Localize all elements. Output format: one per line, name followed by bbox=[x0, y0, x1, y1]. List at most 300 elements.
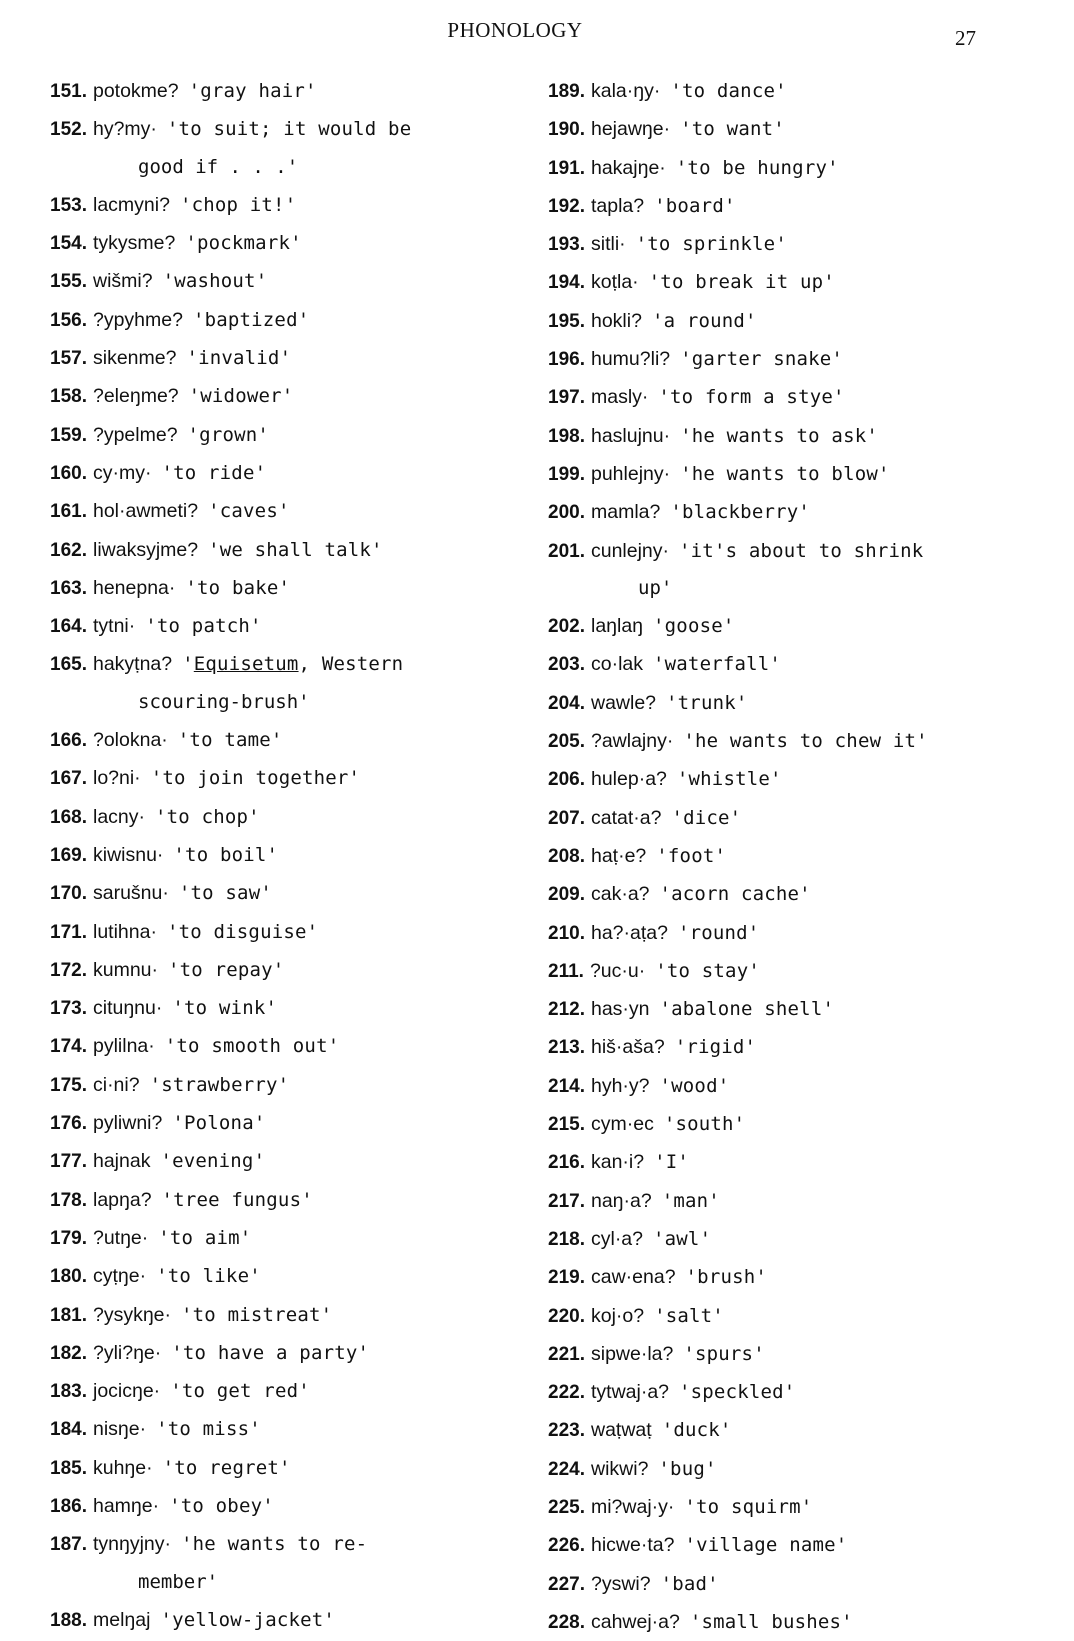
word-entry bbox=[50, 1372, 520, 1410]
gloss-continuation: good if . . .' bbox=[138, 155, 299, 178]
gloss-rest: , Western bbox=[298, 653, 404, 676]
entry-number: 222. bbox=[548, 1382, 585, 1404]
word-entry bbox=[50, 1334, 520, 1372]
entry-form: mi?waj·y· bbox=[590, 1495, 675, 1518]
entry-number: 210. bbox=[548, 922, 585, 944]
entry-number: 160. bbox=[50, 462, 87, 484]
entry-gloss: 'to wink' bbox=[172, 997, 278, 1020]
entry-number: 185. bbox=[50, 1457, 87, 1479]
word-entry bbox=[548, 1028, 1028, 1066]
entry-number: 161. bbox=[50, 501, 87, 523]
entry-form: hol·awmeti? bbox=[92, 500, 199, 523]
word-entry bbox=[548, 1565, 1028, 1603]
word-entry bbox=[548, 417, 1028, 455]
word-entry bbox=[548, 952, 1028, 990]
entry-number: 204. bbox=[548, 692, 585, 714]
entry-gloss: 'washout' bbox=[162, 270, 268, 293]
entry-gloss: 'to miss' bbox=[156, 1418, 261, 1441]
entry-number: 228. bbox=[548, 1611, 585, 1633]
entry-number: 167. bbox=[50, 768, 87, 790]
word-entry bbox=[548, 340, 1028, 378]
entry-number: 214. bbox=[548, 1075, 585, 1097]
entry-form: cahwej·a? bbox=[590, 1610, 680, 1633]
entry-number: 191. bbox=[548, 157, 585, 179]
entry-gloss: 'he wants to ask' bbox=[680, 424, 878, 447]
entry-gloss: 'to have a party' bbox=[171, 1341, 370, 1364]
entry-form: cak·a? bbox=[590, 883, 650, 906]
entry-number: 190. bbox=[548, 119, 585, 141]
entry-gloss: 'to aim' bbox=[158, 1226, 252, 1249]
entry-number: 196. bbox=[548, 349, 585, 371]
entry-form: sarušnu· bbox=[92, 882, 169, 905]
entry-gloss: 'widower' bbox=[188, 385, 294, 408]
entry-gloss: 'spurs' bbox=[683, 1342, 765, 1365]
page-number: 27 bbox=[955, 26, 976, 50]
entry-form: nisŋe· bbox=[92, 1418, 147, 1441]
entry-form: cyl·a? bbox=[590, 1227, 644, 1250]
entry-form: jocicŋe· bbox=[92, 1380, 161, 1403]
entry-number: 223. bbox=[548, 1420, 585, 1442]
word-entry bbox=[50, 377, 520, 415]
entry-form: koṭla· bbox=[590, 271, 639, 294]
entry-form: tynŋyjny· bbox=[92, 1533, 172, 1556]
entry-number: 227. bbox=[548, 1573, 585, 1595]
word-entry bbox=[548, 110, 1028, 148]
entry-form: lo?ni· bbox=[92, 767, 141, 790]
word-entry bbox=[50, 531, 520, 569]
entry-number: 219. bbox=[548, 1267, 585, 1289]
entry-form: ?yswi? bbox=[590, 1572, 651, 1595]
entry-number: 206. bbox=[548, 769, 585, 791]
word-entry bbox=[50, 1219, 520, 1257]
entry-number: 182. bbox=[50, 1342, 87, 1364]
entry-number: 158. bbox=[50, 386, 87, 408]
word-entry bbox=[548, 302, 1028, 340]
word-entry bbox=[50, 301, 520, 339]
entry-form: tytni· bbox=[92, 615, 136, 638]
entry-form: henepna· bbox=[92, 576, 176, 599]
word-entry bbox=[548, 1220, 1028, 1258]
entry-gloss: 'to repay' bbox=[168, 958, 285, 981]
word-entry bbox=[548, 1526, 1028, 1564]
entry-gloss: 'invalid' bbox=[186, 347, 292, 370]
word-entry bbox=[50, 951, 520, 989]
word-entry bbox=[50, 454, 520, 492]
entry-number: 189. bbox=[548, 81, 585, 102]
entry-gloss: 'board' bbox=[654, 194, 736, 217]
word-entry bbox=[548, 225, 1028, 263]
entry-form: caw·ena? bbox=[590, 1266, 676, 1289]
entry-form: potokme? bbox=[92, 80, 179, 102]
entry-gloss: 'to get red' bbox=[170, 1380, 310, 1403]
entry-form: has·yn bbox=[590, 998, 650, 1021]
entry-gloss: 'speckled' bbox=[679, 1381, 796, 1404]
entry-form: kiwisnu· bbox=[92, 843, 164, 866]
entry-number: 203. bbox=[548, 654, 585, 676]
entry-number: 179. bbox=[50, 1227, 87, 1249]
entry-number: 201. bbox=[548, 540, 585, 562]
gloss-quote: ' bbox=[182, 653, 194, 676]
entry-number: 180. bbox=[50, 1266, 87, 1288]
entry-gloss: 'abalone shell' bbox=[659, 998, 835, 1021]
entry-gloss: 'to regret' bbox=[162, 1456, 291, 1479]
right-column bbox=[548, 72, 1028, 1641]
entry-form: puhlejny· bbox=[590, 462, 671, 485]
word-entry bbox=[548, 1258, 1028, 1296]
entry-number: 202. bbox=[548, 616, 585, 638]
word-entry bbox=[50, 262, 520, 300]
entry-number: 187. bbox=[50, 1534, 87, 1556]
entry-gloss: 'trunk' bbox=[666, 691, 748, 714]
entry-form: tykysme? bbox=[92, 232, 176, 255]
entry-gloss: 'to be hungry' bbox=[675, 156, 839, 179]
entry-gloss: 'chop it!' bbox=[179, 193, 297, 216]
entry-number: 198. bbox=[548, 425, 585, 447]
entry-form: ?yli?ŋe· bbox=[92, 1341, 162, 1364]
word-entry bbox=[50, 186, 520, 224]
word-entry bbox=[50, 607, 520, 645]
entry-gloss: 'dice' bbox=[671, 806, 742, 829]
entry-form: sitli· bbox=[590, 233, 626, 256]
entry-number: 193. bbox=[548, 234, 585, 256]
entry-number: 172. bbox=[50, 959, 87, 981]
entry-form: sipwe·la? bbox=[590, 1342, 674, 1365]
entry-form: ci·ni? bbox=[92, 1073, 140, 1096]
word-entry bbox=[548, 1143, 1028, 1181]
entry-form: liwaksyjme? bbox=[92, 538, 199, 561]
word-entry bbox=[50, 339, 520, 377]
entry-number: 177. bbox=[50, 1151, 87, 1173]
entry-form: wikwi? bbox=[590, 1457, 649, 1480]
gloss-continuation: member' bbox=[138, 1570, 219, 1593]
entry-gloss: 'rigid' bbox=[674, 1036, 757, 1059]
gloss-continuation: scouring-brush' bbox=[138, 690, 310, 713]
entry-form: lacny· bbox=[92, 805, 146, 828]
entry-form: pylilna· bbox=[92, 1035, 155, 1058]
entry-gloss: 'bug' bbox=[658, 1457, 717, 1480]
entry-gloss: 'round' bbox=[677, 921, 760, 944]
entry-form: lacmyni? bbox=[92, 193, 170, 216]
entry-number: 197. bbox=[548, 387, 585, 409]
page-header bbox=[0, 18, 1074, 48]
entry-number: 192. bbox=[548, 195, 585, 217]
entry-form: cy·my· bbox=[92, 461, 152, 484]
word-entry bbox=[50, 1487, 520, 1525]
entry-form: ?olokna· bbox=[92, 729, 168, 752]
entry-gloss: 'baptized' bbox=[192, 308, 310, 331]
word-entry bbox=[548, 875, 1028, 913]
word-entry bbox=[548, 378, 1028, 416]
entry-number: 188. bbox=[50, 1609, 87, 1631]
entry-form: laŋlaŋ bbox=[590, 615, 644, 638]
entry-form: naŋ·a? bbox=[590, 1189, 652, 1212]
word-entry bbox=[50, 836, 520, 874]
word-entry bbox=[548, 532, 1028, 608]
entry-gloss: 'duck' bbox=[661, 1419, 732, 1442]
entry-number: 200. bbox=[548, 502, 585, 524]
entry-form: catat·a? bbox=[590, 806, 662, 829]
entry-gloss: 'bad' bbox=[660, 1572, 719, 1595]
entry-number: 168. bbox=[50, 806, 87, 828]
entry-number: 216. bbox=[548, 1152, 585, 1174]
entry-gloss: 'he wants to blow' bbox=[680, 462, 890, 485]
word-entry bbox=[548, 263, 1028, 301]
entry-form: co·lak bbox=[590, 653, 644, 676]
entry-form: ?eleŋme? bbox=[92, 385, 179, 408]
entry-number: 155. bbox=[50, 271, 87, 293]
entry-gloss: 'caves' bbox=[208, 500, 290, 523]
entry-form: ?ypelme? bbox=[92, 423, 178, 446]
entry-gloss: 'to stay' bbox=[655, 959, 760, 982]
entry-number: 166. bbox=[50, 730, 87, 752]
entry-form: humu?li? bbox=[590, 348, 671, 371]
entry-number: 159. bbox=[50, 424, 87, 446]
word-entry bbox=[548, 1373, 1028, 1411]
word-entry bbox=[50, 1181, 520, 1219]
word-entry bbox=[50, 1257, 520, 1295]
entry-form: mamla? bbox=[590, 501, 661, 524]
entry-form: hamŋe· bbox=[92, 1494, 160, 1517]
entry-gloss: 'to dance' bbox=[670, 80, 787, 102]
entry-number: 154. bbox=[50, 233, 87, 255]
entry-form: ?uc·u· bbox=[589, 959, 646, 982]
entry-number: 225. bbox=[548, 1496, 585, 1518]
entry-form: lutihna· bbox=[92, 920, 157, 943]
word-entry bbox=[548, 1105, 1028, 1143]
entry-number: 218. bbox=[548, 1228, 585, 1250]
entry-gloss bbox=[182, 653, 403, 675]
word-entry bbox=[548, 645, 1028, 683]
entry-gloss: 'pockmark' bbox=[185, 232, 302, 255]
entry-number: 208. bbox=[548, 845, 585, 867]
word-entry bbox=[548, 493, 1028, 531]
entry-number: 152. bbox=[50, 119, 87, 141]
entry-number: 212. bbox=[548, 999, 585, 1021]
word-entry bbox=[548, 990, 1028, 1028]
entry-number: 224. bbox=[548, 1458, 585, 1480]
entry-number: 157. bbox=[50, 348, 87, 370]
entry-number: 205. bbox=[548, 731, 585, 753]
entry-form: hiš·aša? bbox=[590, 1036, 665, 1059]
entry-gloss: 'wood' bbox=[659, 1074, 730, 1097]
entry-number: 211. bbox=[548, 960, 584, 982]
entry-gloss: 'whistle' bbox=[676, 768, 782, 791]
entry-form: kuhŋe· bbox=[92, 1456, 153, 1479]
word-entry bbox=[50, 913, 520, 951]
entry-gloss: 'foot' bbox=[656, 844, 727, 867]
word-entry bbox=[50, 224, 520, 262]
entry-form: tapla? bbox=[590, 194, 645, 217]
word-entry bbox=[50, 798, 520, 836]
entry-gloss: 'to break it up' bbox=[648, 271, 835, 294]
entry-form: lapŋa? bbox=[92, 1188, 152, 1211]
entry-gloss: 'to join together' bbox=[150, 767, 361, 790]
entry-gloss: 'to smooth out' bbox=[164, 1035, 340, 1058]
entry-gloss: 'small bushes' bbox=[689, 1610, 853, 1633]
gloss-continuation: up' bbox=[638, 576, 673, 599]
word-entry bbox=[50, 1104, 520, 1142]
entry-number: 162. bbox=[50, 539, 87, 561]
word-entry bbox=[548, 684, 1028, 722]
word-entry bbox=[50, 874, 520, 912]
entry-gloss: 'strawberry' bbox=[149, 1073, 290, 1096]
word-entry bbox=[50, 989, 520, 1027]
entry-gloss: 'to like' bbox=[156, 1265, 261, 1288]
word-entry bbox=[548, 1182, 1028, 1220]
word-entry bbox=[50, 1601, 520, 1639]
entry-number: 183. bbox=[50, 1381, 87, 1403]
word-entry bbox=[50, 569, 520, 607]
entry-form: ha?·aṭa? bbox=[590, 921, 668, 944]
entry-gloss: 'to tame' bbox=[177, 729, 283, 752]
word-entry bbox=[548, 914, 1028, 952]
entry-number: 165. bbox=[50, 654, 87, 676]
entry-form: hakajŋe· bbox=[590, 156, 666, 179]
entry-number: 184. bbox=[50, 1419, 87, 1441]
entry-number: 153. bbox=[50, 194, 87, 216]
entry-form: wišmi? bbox=[92, 270, 153, 293]
entry-number: 156. bbox=[50, 309, 87, 331]
entry-gloss: 'gray hair' bbox=[188, 80, 317, 102]
word-entry bbox=[548, 72, 1028, 110]
entry-number: 186. bbox=[50, 1495, 87, 1517]
word-entry bbox=[548, 722, 1028, 760]
entry-gloss: 'I' bbox=[654, 1151, 690, 1174]
word-entry bbox=[548, 187, 1028, 225]
entry-form: waṭwaṭ bbox=[590, 1419, 652, 1442]
word-entry bbox=[548, 607, 1028, 645]
entry-gloss: 'we shall talk' bbox=[208, 538, 383, 561]
word-entry bbox=[50, 1296, 520, 1334]
entry-number: 226. bbox=[548, 1535, 585, 1557]
entry-form: pyliwni? bbox=[92, 1112, 163, 1135]
word-entry bbox=[50, 1142, 520, 1180]
word-entry bbox=[548, 760, 1028, 798]
entry-form: haslujnu· bbox=[590, 424, 671, 447]
entry-gloss: 'to squirm' bbox=[684, 1495, 813, 1518]
entry-number: 207. bbox=[548, 807, 585, 829]
entry-form: masly· bbox=[590, 386, 649, 409]
entry-form: hejawŋe· bbox=[590, 118, 671, 141]
entry-number: 213. bbox=[548, 1037, 585, 1059]
entry-number: 195. bbox=[548, 310, 585, 332]
word-entry bbox=[50, 759, 520, 797]
entry-gloss: 'to suit; it would be bbox=[166, 118, 412, 141]
entry-number: 164. bbox=[50, 616, 87, 638]
entry-gloss: 'to boil' bbox=[173, 843, 279, 866]
entry-gloss: 'salt' bbox=[654, 1304, 724, 1327]
entry-gloss: 'to ride' bbox=[161, 461, 267, 484]
entry-gloss: 'south' bbox=[663, 1113, 746, 1136]
word-entry bbox=[548, 149, 1028, 187]
entry-number: 215. bbox=[548, 1114, 585, 1136]
word-entry bbox=[50, 72, 520, 110]
entry-gloss: 'to bake' bbox=[185, 576, 291, 599]
word-entry bbox=[50, 492, 520, 530]
entry-gloss: 'to sprinkle' bbox=[635, 233, 787, 256]
word-entry bbox=[548, 1067, 1028, 1105]
word-entry bbox=[548, 837, 1028, 875]
entry-number: 209. bbox=[548, 884, 585, 906]
word-entry bbox=[50, 1066, 520, 1104]
entry-gloss: 'it's about to shrink bbox=[679, 539, 924, 562]
entry-gloss: 'to chop' bbox=[155, 805, 260, 828]
entry-form: hulep·a? bbox=[590, 768, 667, 791]
entry-form: kala·ŋy· bbox=[590, 80, 661, 102]
entry-form: koj·o? bbox=[590, 1304, 645, 1327]
entry-number: 220. bbox=[548, 1305, 585, 1327]
entry-number: 151. bbox=[50, 81, 87, 102]
entry-form: cyṭŋe· bbox=[92, 1265, 147, 1288]
word-entry bbox=[50, 110, 520, 186]
entry-gloss: 'yellow-jacket' bbox=[160, 1608, 336, 1631]
word-entry bbox=[548, 1297, 1028, 1335]
word-entry bbox=[548, 1450, 1028, 1488]
entry-number: 178. bbox=[50, 1189, 87, 1211]
entry-gloss: 'village name' bbox=[684, 1534, 848, 1557]
entry-form: hyh·y? bbox=[590, 1074, 650, 1097]
entry-form: cituŋnu· bbox=[92, 997, 163, 1020]
entry-form: melŋaj bbox=[92, 1608, 151, 1631]
entry-number: 174. bbox=[50, 1036, 87, 1058]
entry-number: 171. bbox=[50, 921, 87, 943]
entry-form: kan·i? bbox=[590, 1151, 645, 1174]
entry-gloss: 'Polona' bbox=[172, 1112, 266, 1135]
entry-gloss: 'blackberry' bbox=[670, 501, 811, 524]
entry-form: tytwaj·a? bbox=[590, 1381, 670, 1404]
entry-form: ?ypyhme? bbox=[92, 308, 183, 331]
word-entry bbox=[50, 1449, 520, 1487]
entry-gloss: 'tree fungus' bbox=[161, 1188, 313, 1211]
entry-gloss: 'acorn cache' bbox=[659, 883, 811, 906]
entry-gloss: 'to patch' bbox=[145, 615, 262, 638]
entry-number: 199. bbox=[548, 463, 585, 485]
word-entry bbox=[50, 645, 520, 721]
entry-gloss: 'waterfall' bbox=[653, 653, 782, 676]
entry-form: ?utŋe· bbox=[92, 1226, 149, 1249]
entry-number: 217. bbox=[548, 1190, 585, 1212]
entry-gloss: 'man' bbox=[661, 1189, 720, 1212]
running-title: PHONOLOGY bbox=[447, 18, 583, 42]
entry-form: cunlejny· bbox=[590, 539, 670, 562]
word-entry bbox=[548, 1488, 1028, 1526]
entry-form: hajnak bbox=[92, 1150, 151, 1173]
entry-gloss: 'to obey' bbox=[169, 1494, 274, 1517]
word-entry bbox=[548, 455, 1028, 493]
entry-number: 170. bbox=[50, 883, 87, 905]
entry-number: 173. bbox=[50, 998, 87, 1020]
entry-gloss: 'to disguise' bbox=[166, 920, 319, 943]
word-entry bbox=[548, 799, 1028, 837]
entry-number: 181. bbox=[50, 1304, 87, 1326]
entry-form: kumnu· bbox=[92, 958, 159, 981]
word-entry bbox=[548, 1603, 1028, 1641]
entry-gloss: 'a round' bbox=[651, 309, 757, 332]
entry-number: 176. bbox=[50, 1113, 87, 1135]
entry-gloss: 'to mistreat' bbox=[181, 1303, 333, 1326]
word-entry bbox=[50, 1027, 520, 1065]
entry-form: haṭ·e? bbox=[590, 844, 647, 867]
entry-gloss: 'brush' bbox=[685, 1266, 768, 1289]
entry-number: 194. bbox=[548, 272, 585, 294]
word-entry bbox=[548, 1335, 1028, 1373]
entry-form: cym·ec bbox=[590, 1113, 654, 1136]
entry-number: 175. bbox=[50, 1074, 87, 1096]
word-entry bbox=[50, 721, 520, 759]
word-entry bbox=[50, 416, 520, 454]
gloss-scientific-name: Equisetum bbox=[193, 653, 299, 676]
entry-form: hokli? bbox=[590, 309, 642, 332]
